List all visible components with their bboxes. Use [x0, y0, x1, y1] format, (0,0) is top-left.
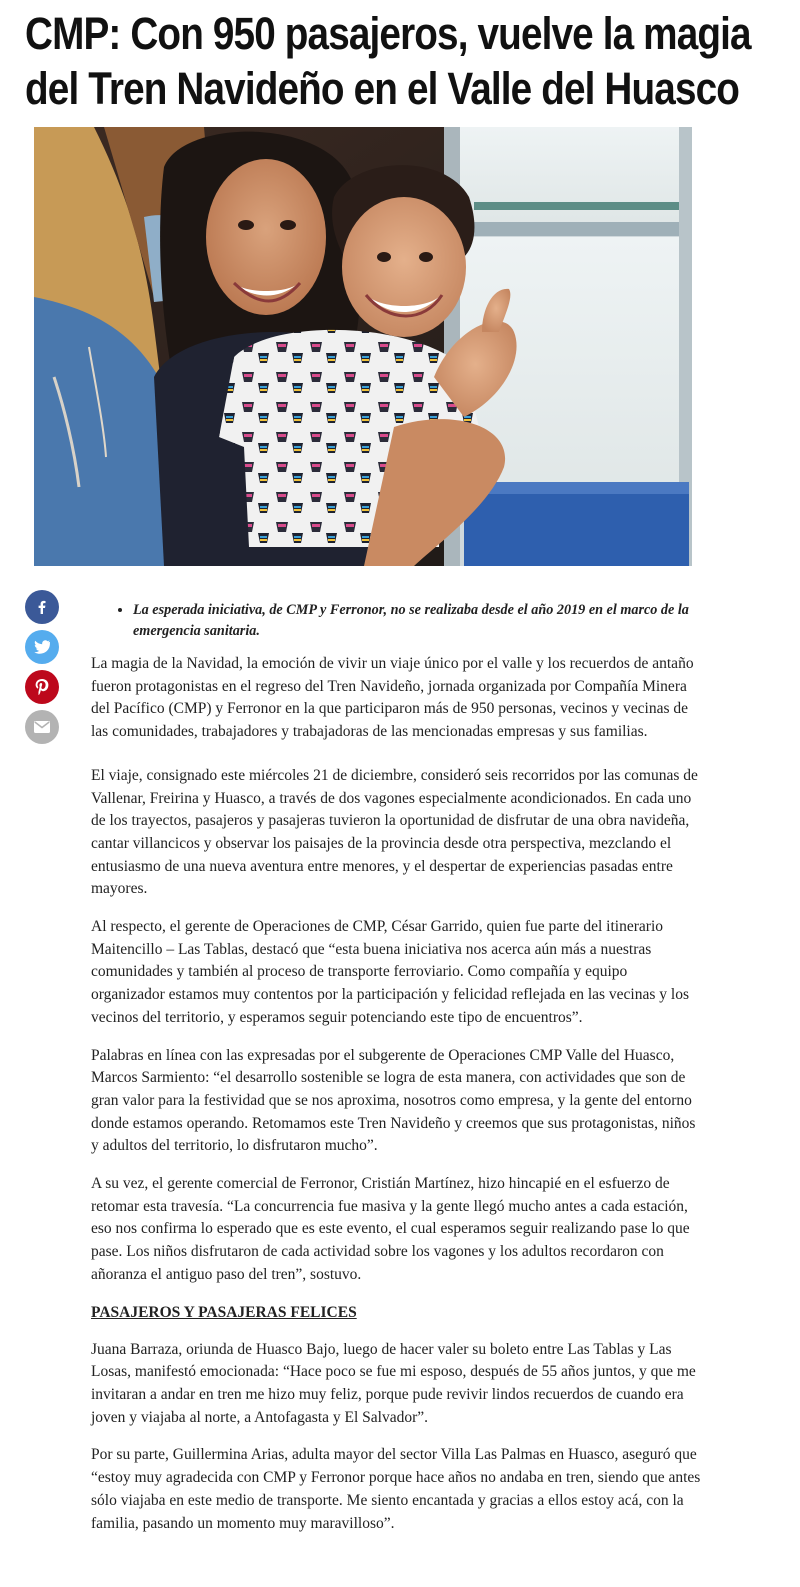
mail-icon	[34, 721, 50, 733]
facebook-icon	[35, 600, 49, 614]
share-twitter-button[interactable]	[25, 630, 59, 664]
summary-list	[91, 600, 703, 641]
article-body	[91, 600, 703, 1550]
article-photo	[34, 127, 692, 566]
pinterest-icon	[35, 679, 49, 695]
article-paragraph: Al respecto, el gerente de Operaciones de CMP, César Garrido, quien fue parte del itinerario Maitencillo – Las Tablas, destacó que “esta buena iniciativa nos acerca aún más a nuestras comunidades y también al proceso de transporte ferroviario. Como compañía y equipo organizador estamos muy contentos por la participación y felicidad reflejada en las vecinas y los vecinos del territorio, y esperamos seguir potenciando este tipo de encuentros”.	[91, 918, 689, 1026]
section-subheading: PASAJEROS Y PASAJERAS FELICES	[91, 1303, 357, 1321]
twitter-icon	[34, 640, 50, 654]
article-paragraph: Juana Barraza, oriunda de Huasco Bajo, luego de hacer valer su boleto entre Las Tablas y Las Losas, manifestó emocionada: “Hace poco se fue mi esposo, después de 55 años juntos, y que me invitaran a andar en tren me hizo muy feliz, porque pude revivir lindos recuerdos de cuando era joven y viajaba al norte, a Antofagasta y El Salvador”.	[91, 1340, 696, 1426]
summary-bullet: • La esperada iniciativa, de CMP y Ferronor, no se realizaba desde el año 2019 en el marco de la emergencia sanitaria.	[133, 600, 703, 641]
article-paragraph: La magia de la Navidad, la emoción de vivir un viaje único por el valle y los recuerdos de antaño fueron protagonistas en el regreso del Tren Navideño, jornada organizada por Compañía Minera del Pacífico (CMP) y Ferronor en la que participaron más de 950 personas, vecinos y vecinas de las comunidades, trabajadores y trabajadoras de las mencionadas empresas y sus familias.	[91, 655, 694, 741]
article-paragraph: Palabras en línea con las expresadas por el subgerente de Operaciones CMP Valle del Huasco, Marcos Sarmiento: “el desarrollo sostenible se logra de esta manera, con actividades que son de gran valor para la festividad que se nos aproxima, nosotros como empresa, y la gente del entorno donde estamos operando. Retomamos este Tren Navideño y creemos que sus protagonistas, niños y adultos del territorio, lo disfrutaron mucho”.	[91, 1046, 696, 1155]
headline-line-2: del Tren Navideño en el Valle del Huasco	[25, 63, 740, 114]
article-paragraph: A su vez, el gerente comercial de Ferronor, Cristián Martínez, hizo hincapié en el esfuerzo de retomar esta travesía. “La concurrencia fue masiva y la gente llegó mucho antes a cada estación, eso nos confirma lo esperado que es este evento, el cual esperamos seguir realizando pase lo que pase. Los niños disfrutaron de cada actividad sobre los vagones y los adultos recordaron con añoranza el antiguo paso del tren”, sostuvo.	[91, 1175, 690, 1283]
photo-icon	[34, 127, 692, 566]
article-paragraph: Por su parte, Guillermina Arias, adulta mayor del sector Villa Las Palmas en Huasco, aseguró que “estoy muy agradecida con CMP y Ferronor porque hace años no andaba en tren, siendo que antes sólo viajaba en este medio de transporte. Me siento encantada y gracias a ellos estoy acá, con la familia, pasando un momento muy maravilloso”.	[91, 1446, 701, 1532]
share-email-button[interactable]	[25, 710, 59, 744]
share-pinterest-button[interactable]	[25, 670, 59, 704]
article-headline	[25, 6, 751, 116]
article-paragraph: El viaje, consignado este miércoles 21 de diciembre, consideró seis recorridos por las comunas de Vallenar, Freirina y Huasco, a través de dos vagones especialmente acondicionados. En cada uno de los trayectos, pasajeros y pasajeras tuvieron la oportunidad de disfrutar de una obra navideña, cantar villancicos y observar los paisajes de la provincia desde otra perspectiva, mezclando el entusiasmo de una nueva aventura entre menores, y el despertar de experiencias pasadas entre mayores.	[91, 766, 698, 898]
headline-line-1: CMP: Con 950 pasajeros, vuelve la magia	[25, 8, 751, 59]
share-facebook-button[interactable]	[25, 590, 59, 624]
